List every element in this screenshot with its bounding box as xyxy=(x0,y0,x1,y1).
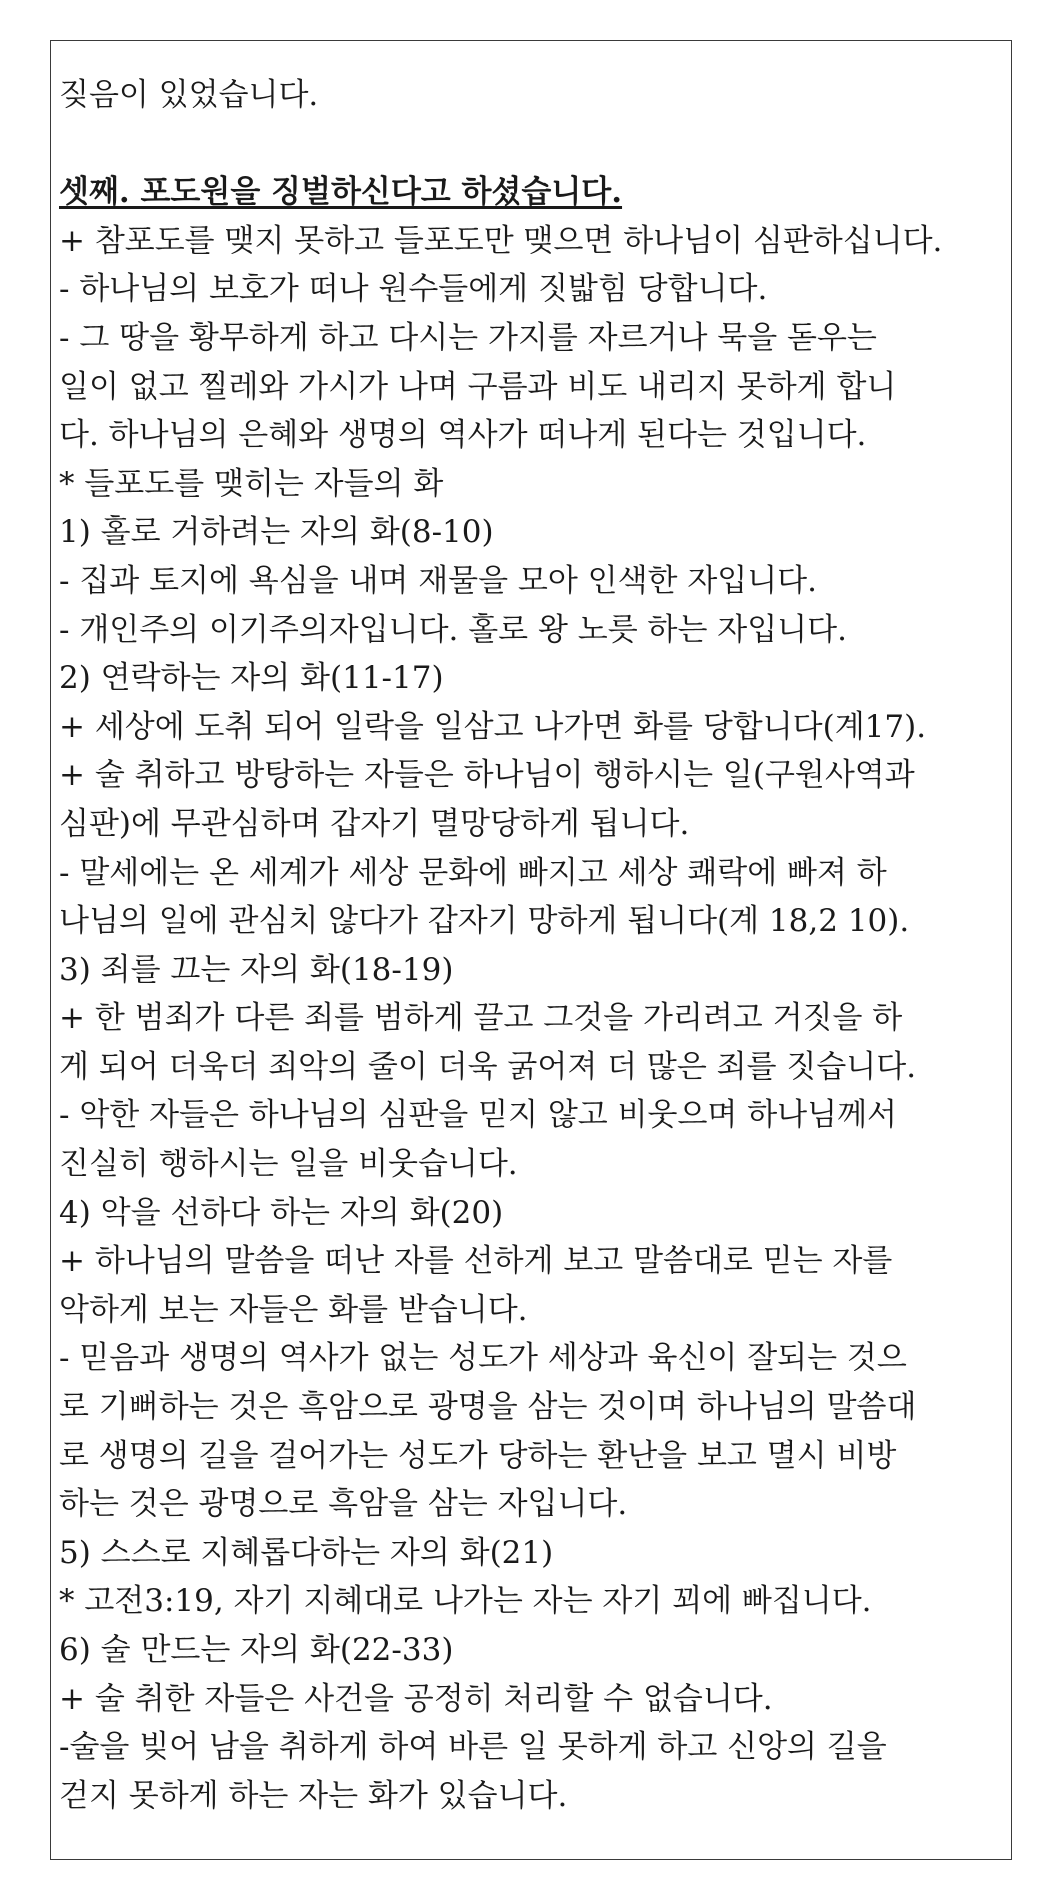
text-line: 일이 없고 찔레와 가시가 나며 구름과 비도 내리지 못하게 합니 xyxy=(59,368,897,405)
section-heading: 셋째. 포도원을 징벌하신다고 하셨습니다. xyxy=(59,174,623,211)
text-line: - 개인주의 이기주의자입니다. 홀로 왕 노릇 하는 자입니다. xyxy=(59,611,847,648)
text-line: * 들포도를 맺히는 자들의 화 xyxy=(59,465,444,502)
text-line: + 하나님의 말씀을 떠난 자를 선하게 보고 말씀대로 믿는 자를 xyxy=(59,1243,893,1280)
text-line: + 한 범죄가 다른 죄를 범하게 끌고 그것을 가리려고 거짓을 하 xyxy=(59,1000,903,1037)
text-line: -술을 빚어 남을 취하게 하여 바른 일 못하게 하고 신앙의 길을 xyxy=(59,1729,887,1766)
text-line: * 고전3:19, 자기 지혜대로 나가는 자는 자기 꾀에 빠집니다. xyxy=(59,1583,872,1620)
list-item-heading: 5) 스스로 지혜롭다하는 자의 화(21) xyxy=(59,1534,554,1571)
text-line: - 집과 토지에 욕심을 내며 재물을 모아 인색한 자입니다. xyxy=(59,562,817,599)
text-line: 심판)에 무관심하며 갑자기 멸망당하게 됩니다. xyxy=(59,805,690,842)
text-line: + 술 취하고 방탕하는 자들은 하나님이 행하시는 일(구원사역과 xyxy=(59,757,915,794)
text-line: 로 기뻐하는 것은 흑암으로 광명을 삼는 것이며 하나님의 말씀대 xyxy=(59,1389,917,1426)
text-line: 걷지 못하게 하는 자는 화가 있습니다. xyxy=(59,1777,568,1814)
text-line: + 술 취한 자들은 사건을 공정히 처리할 수 없습니다. xyxy=(59,1680,773,1717)
text-line: - 하나님의 보호가 떠나 원수들에게 짓밟힘 당합니다. xyxy=(59,271,768,308)
text-line: + 참포도를 맺지 못하고 들포도만 맺으면 하나님이 심판하십니다. xyxy=(59,222,943,259)
text-line: - 그 땅을 황무하게 하고 다시는 가지를 자르거나 묵을 돋우는 xyxy=(59,319,877,356)
text-line: - 말세에는 온 세계가 세상 문화에 빠지고 세상 쾌락에 빠져 하 xyxy=(59,854,887,891)
text-line: 로 생명의 길을 걸어가는 성도가 당하는 환난을 보고 멸시 비방 xyxy=(59,1437,897,1474)
text-line: 다. 하나님의 은혜와 생명의 역사가 떠나게 된다는 것입니다. xyxy=(59,417,867,454)
document-page xyxy=(50,40,1012,1860)
text-line: 하는 것은 광명으로 흑암을 삼는 자입니다. xyxy=(59,1486,628,1523)
list-item-heading: 3) 죄를 끄는 자의 화(18-19) xyxy=(59,951,454,988)
text-line: 나님의 일에 관심치 않다가 갑자기 망하게 됩니다(계 18,2 10). xyxy=(59,903,910,940)
text-line: - 믿음과 생명의 역사가 없는 성도가 세상과 육신이 잘되는 것으 xyxy=(59,1340,907,1377)
list-item-heading: 1) 홀로 거하려는 자의 화(8-10) xyxy=(59,514,494,551)
text-line: + 세상에 도취 되어 일락을 일삼고 나가면 화를 당합니다(계17). xyxy=(59,708,927,745)
text-line: 악하게 보는 자들은 화를 받습니다. xyxy=(59,1291,528,1328)
text-line: 진실히 행하시는 일을 비웃습니다. xyxy=(59,1146,518,1183)
text-line: 게 되어 더욱더 죄악의 줄이 더욱 굵어져 더 많은 죄를 짓습니다. xyxy=(59,1048,917,1085)
text-line: - 악한 자들은 하나님의 심판을 믿지 않고 비웃으며 하나님께서 xyxy=(59,1097,897,1134)
list-item-heading: 6) 술 만드는 자의 화(22-33) xyxy=(59,1632,454,1668)
blank-line xyxy=(59,120,1003,169)
list-item-heading: 4) 악을 선하다 하는 자의 화(20) xyxy=(59,1194,504,1231)
list-item-heading: 2) 연락하는 자의 화(11-17) xyxy=(59,660,444,697)
text-line: 짖음이 있었습니다. xyxy=(59,77,319,113)
